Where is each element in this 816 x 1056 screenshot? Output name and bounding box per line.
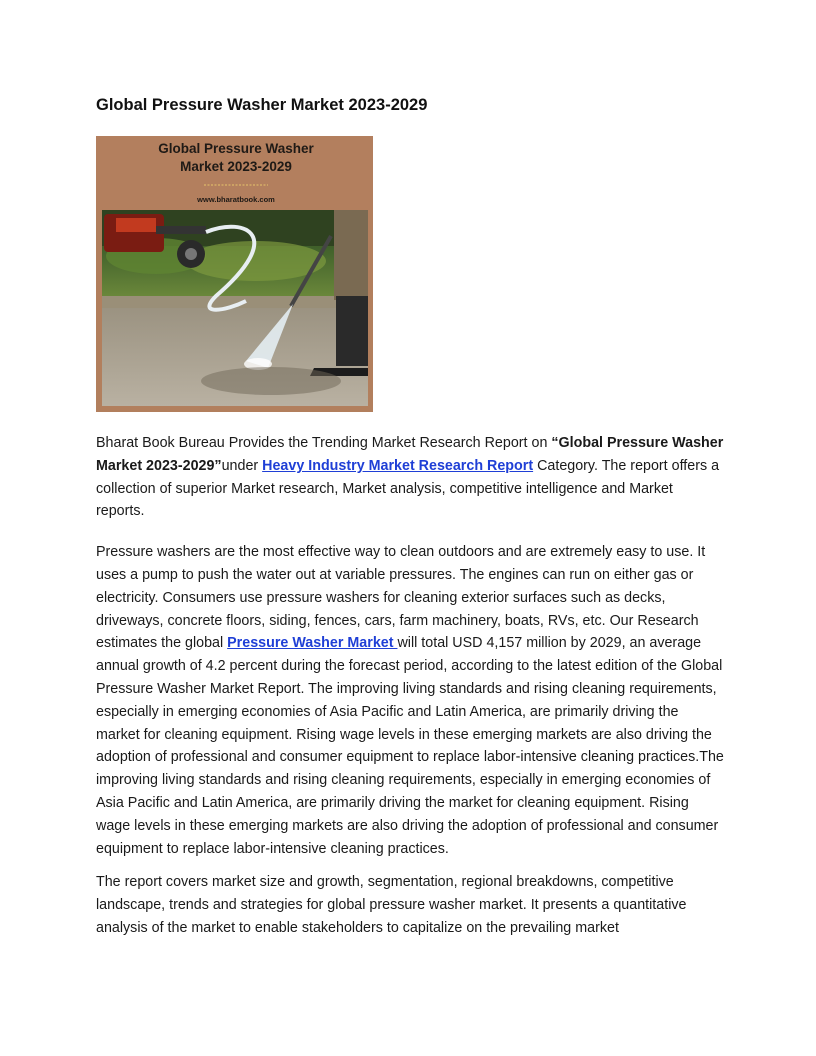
- market-text-end: will total USD 4,157 million by 2029, an average annual growth of 4.2 percent during the forecast period, according to the latest edition of the Global Pressure Washer Market Report. The improving living standards and rising cleaning requirements, especially in emerging economies of Asia Pacific and Latin America, are primarily driving the market for cleaning equipment. Rising wage levels in these emerging markets are also driving the adoption of professional and consumer equipment to replace labor-intensive cleaning practices.The improving living standards and rising cleaning requirements, especially in emerging economies of Asia Pacific and Latin America, are primarily driving the market for cleaning equipment. Rising wage levels in these emerging markets are also driving the adoption of professional and consumer equipment to replace labor-intensive cleaning practices.: [96, 635, 724, 857]
- intro-paragraph: [96, 432, 724, 523]
- category-link[interactable]: Heavy Industry Market Research Report: [262, 457, 534, 474]
- page-title: Global Pressure Washer Market 2023-2029: [96, 96, 428, 114]
- cover-title-line1: Global Pressure Washer: [158, 141, 314, 156]
- intro-text: Bharat Book Bureau Provides the Trending Market Research Report on: [96, 435, 552, 451]
- cover-website: www.bharatbook.com: [197, 195, 275, 204]
- market-paragraph: [96, 541, 724, 860]
- coverage-paragraph: The report covers market size and growth, segmentation, regional breakdowns, competitive landscape, trends and strategies for global pressure washer market. It presents a quantitative analysis of the market to enable stakeholders to capitalize on the prevailing market: [96, 874, 687, 936]
- intro-rest-text: Category. The report offers a collection of superior Market research, Market analysis, competitive intelligence and Market reports.: [96, 457, 720, 520]
- under-text: under: [221, 457, 263, 474]
- market-text-start: Pressure washers are the most effective way to clean outdoors and are extremely easy to use. It uses a pump to push the water out at variable pressures. The engines can run on either gas or electricity. Consumers use pressure washers for cleaning exterior surfaces such as decks, driveways, concrete floors, siding, fences, cars, farm machinery, boats, RVs, etc. Our Research estimates the global: [96, 544, 706, 652]
- pressure-washer-market-link[interactable]: Pressure Washer Market: [227, 635, 398, 652]
- report-name: “Global Pressure Washer Market 2023-2029”: [96, 435, 724, 474]
- article-body: [96, 432, 724, 940]
- cover-image: [96, 136, 373, 412]
- cover-title-line2: Market 2023-2029: [180, 159, 292, 174]
